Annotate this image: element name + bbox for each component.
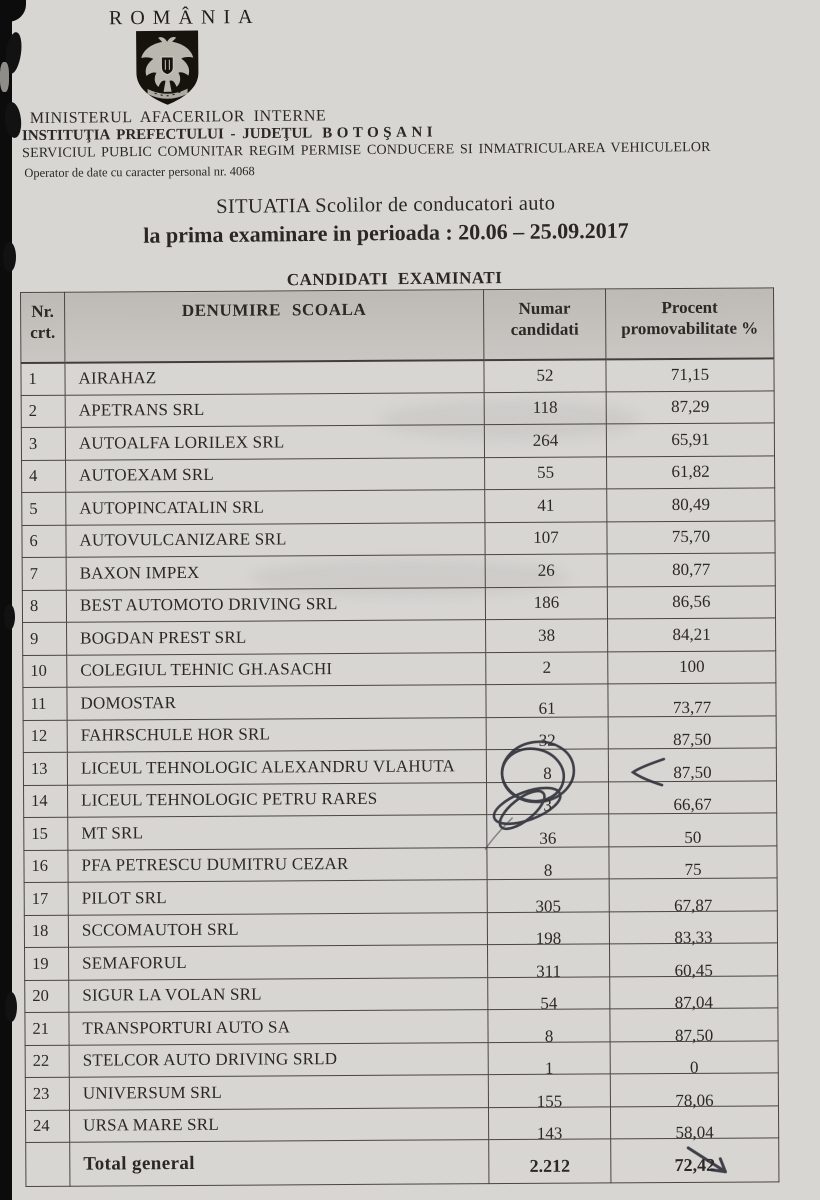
table-row (24, 878, 777, 915)
candidates-count: 311 (487, 944, 609, 977)
total-candidates: 2.212 (489, 1139, 611, 1184)
school-name: BEST AUTOMOTO DRIVING SRL (66, 587, 485, 622)
row-number: 15 (24, 817, 68, 850)
table-row (21, 358, 774, 395)
table-row (25, 943, 778, 980)
school-name: MT SRL (68, 815, 487, 850)
candidates-count: 305 (487, 879, 609, 912)
pass-percent: 80,49 (607, 488, 775, 522)
pass-percent: 67,87 (609, 878, 777, 912)
school-name: SEMAFORUL (69, 945, 488, 980)
table-row (23, 618, 776, 655)
pass-percent: 83,33 (609, 910, 777, 944)
candidates-count: 118 (484, 391, 606, 424)
row-number: 24 (25, 1110, 69, 1143)
table-caption: CANDIDATI EXAMINATI (286, 267, 503, 290)
candidates-count: 8 (487, 846, 609, 879)
pass-percent: 58,04 (610, 1105, 778, 1139)
pass-percent: 87,50 (608, 715, 776, 749)
row-number: 6 (22, 525, 66, 558)
row-number: 12 (23, 720, 67, 753)
school-name: TRANSPORTURI AUTO SA (69, 1010, 488, 1045)
pass-percent: 73,77 (608, 683, 776, 717)
candidates-count: 186 (485, 586, 607, 619)
country-label: ROMÂNIA (108, 5, 261, 30)
row-number: 3 (21, 427, 65, 460)
pass-percent: 66,67 (609, 780, 777, 814)
pass-percent: 87,50 (608, 748, 776, 782)
candidates-count: 41 (485, 489, 607, 522)
table-body (21, 358, 779, 1143)
scan-edge-blob (4, 604, 15, 630)
pass-percent: 61,82 (607, 455, 775, 489)
operator-line: Operator de date cu caracter personal nr. 4068 (24, 164, 255, 181)
candidates-count: 8 (488, 1009, 610, 1042)
total-row (26, 1138, 779, 1187)
school-name: PFA PETRESCU DUMITRU CEZAR (68, 847, 487, 882)
candidates-count: 32 (486, 716, 608, 749)
row-number: 14 (24, 785, 68, 818)
results-table-area (20, 287, 778, 1187)
row-number: 19 (25, 947, 69, 980)
school-name: AIRAHAZ (65, 360, 484, 395)
school-name: DOMOSTAR (67, 685, 486, 720)
table-row (25, 1073, 778, 1110)
row-number: 7 (22, 557, 66, 590)
school-name: PILOT SRL (68, 880, 487, 915)
table-row (22, 455, 775, 492)
row-number: 9 (23, 622, 67, 655)
school-name: FAHRSCHULE HOR SRL (67, 717, 486, 752)
candidates-count: 55 (485, 456, 607, 489)
pass-percent: 87,29 (606, 390, 774, 424)
candidates-count: 38 (486, 619, 608, 652)
school-name: AUTOVULCANIZARE SRL (66, 522, 485, 557)
pass-percent: 71,15 (606, 358, 774, 392)
school-name: APETRANS SRL (65, 392, 484, 427)
table-row (25, 1105, 778, 1142)
candidates-count: 198 (487, 911, 609, 944)
col-header-percent: Procent promovabilitate % (605, 288, 773, 359)
table-row (25, 975, 778, 1012)
candidates-count: 143 (488, 1106, 610, 1139)
table-row (24, 813, 777, 850)
table-row (21, 390, 774, 427)
table-row (24, 780, 777, 817)
school-name: BOGDAN PREST SRL (67, 620, 486, 655)
row-number: 8 (22, 590, 66, 623)
table-row (25, 1008, 778, 1045)
pass-percent: 86,56 (607, 585, 775, 619)
candidates-count: 3 (487, 781, 609, 814)
school-name: COLEGIUL TEHNIC GH.ASACHI (67, 652, 486, 687)
pass-percent: 100 (608, 650, 776, 684)
row-number: 5 (22, 492, 66, 525)
pass-percent: 87,50 (610, 1008, 778, 1042)
school-name: SCCOMAUTOH SRL (68, 912, 487, 947)
service-line: SERVICIUL PUBLIC COMUNITAR REGIM PERMISE CONDUCERE SI INMATRICULAREA VEHICULELOR (22, 140, 711, 162)
table-row (22, 585, 775, 622)
row-number: 2 (21, 395, 65, 428)
doc-title: SITUATIA Scolilor de conducatori auto (216, 192, 556, 218)
coat-of-arms (132, 28, 203, 107)
table-row (22, 488, 775, 525)
table-row (23, 748, 776, 785)
row-number: 22 (25, 1045, 69, 1078)
school-name: SIGUR LA VOLAN SRL (69, 977, 488, 1012)
institution-text: INSTITUŢIA PREFECTULUI - JUDEŢUL (21, 125, 312, 145)
candidates-count: 264 (484, 424, 606, 457)
school-name: UNIVERSUM SRL (69, 1075, 488, 1110)
row-number: 17 (24, 882, 68, 915)
table-row (24, 910, 777, 947)
row-number: 11 (23, 687, 67, 720)
row-number: 16 (24, 850, 68, 883)
col-header-school: DENUMIRE SCOALA (65, 290, 484, 363)
candidates-count: 61 (486, 684, 608, 717)
letterhead (0, 0, 780, 190)
row-number: 18 (24, 915, 68, 948)
school-name: STELCOR AUTO DRIVING SRLD (69, 1042, 488, 1077)
candidates-count: 52 (484, 359, 606, 392)
ministry-line: MINISTERUL AFACERILOR INTERNE (29, 107, 327, 128)
total-label: Total general (70, 1140, 489, 1187)
school-name: AUTOALFA LORILEX SRL (65, 425, 484, 460)
col-header-candidates: Numar candidati (483, 289, 605, 360)
table-row (22, 553, 775, 590)
institution-line (22, 124, 437, 145)
col-header-nr: Nr. crt. (21, 292, 65, 362)
pass-percent: 65,91 (606, 423, 774, 457)
pass-percent: 75,70 (607, 520, 775, 554)
pass-percent: 84,21 (608, 618, 776, 652)
table-row (21, 423, 774, 460)
school-name: URSA MARE SRL (69, 1107, 488, 1142)
results-table (20, 287, 779, 1187)
school-name: LICEUL TEHNOLOGIC PETRU RARES (68, 782, 487, 817)
table-row (25, 1040, 778, 1077)
table-row (23, 683, 776, 720)
candidates-count: 1 (488, 1041, 610, 1074)
scan-edge-blob (5, 992, 17, 1022)
row-number: 1 (21, 362, 65, 395)
pass-percent: 60,45 (609, 943, 777, 977)
row-number: 20 (25, 980, 69, 1013)
table-row (23, 650, 776, 687)
pass-percent: 50 (609, 813, 777, 847)
school-name: BAXON IMPEX (66, 555, 485, 590)
candidates-count: 8 (486, 749, 608, 782)
school-name: AUTOPINCATALIN SRL (66, 490, 485, 525)
row-number: 13 (23, 752, 67, 785)
candidates-count: 26 (485, 554, 607, 587)
row-number: 10 (23, 655, 67, 688)
pass-percent: 0 (610, 1040, 778, 1074)
row-number: 23 (25, 1077, 69, 1110)
table-header-row (21, 288, 774, 363)
row-number: 21 (25, 1012, 69, 1045)
table-row (24, 845, 777, 882)
candidates-count: 2 (486, 651, 608, 684)
pass-percent: 75 (609, 845, 777, 879)
candidates-count: 155 (488, 1074, 610, 1107)
candidates-count: 36 (487, 814, 609, 847)
candidates-count: 107 (485, 521, 607, 554)
row-number: 4 (22, 460, 66, 493)
institution-county: BOTOŞANI (322, 124, 438, 142)
total-percent: 72,42 (611, 1138, 779, 1183)
school-name: AUTOEXAM SRL (66, 457, 485, 492)
school-name: LICEUL TEHNOLOGIC ALEXANDRU VLAHUTA (67, 750, 486, 785)
pass-percent: 78,06 (610, 1073, 778, 1107)
candidates-count: 54 (488, 976, 610, 1009)
pass-percent: 80,77 (607, 553, 775, 587)
table-row (23, 715, 776, 752)
pass-percent: 87,04 (610, 975, 778, 1009)
table-row (22, 520, 775, 557)
total-empty-cell (26, 1142, 70, 1186)
doc-subtitle: la prima examinare in perioada : 20.06 – 25.09.2017 (143, 217, 629, 248)
